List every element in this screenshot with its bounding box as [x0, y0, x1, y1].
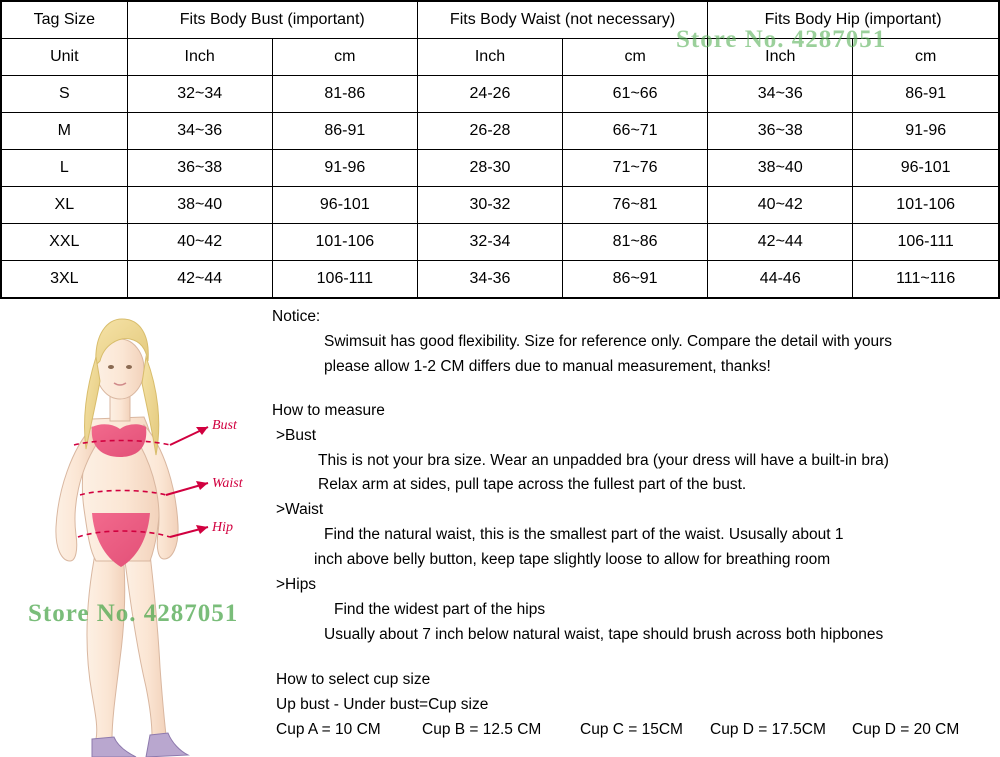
cell-waist-cm: 61~66 [563, 76, 708, 113]
shoe-right [146, 733, 188, 757]
bust-line-2: Relax arm at sides, pull tape across the fullest part of the bust. [318, 476, 747, 493]
cell-hip-inch: 40~42 [708, 187, 853, 224]
table-unit-row [1, 39, 999, 76]
cell-waist-inch: 34-36 [417, 261, 562, 299]
cell-waist-cm: 81~86 [563, 224, 708, 261]
cell-hip-cm: 106-111 [853, 224, 999, 261]
waist-line-1: Find the natural waist, this is the smallest part of the waist. Ususally about 1 [324, 526, 844, 543]
cell-waist-cm: 66~71 [563, 113, 708, 150]
cell-hip-inch: 34~36 [708, 76, 853, 113]
table-row [1, 224, 999, 261]
cell-hip-cm: 96-101 [853, 150, 999, 187]
cell-waist-inch: 28-30 [417, 150, 562, 187]
cell-size: L [1, 150, 127, 187]
waist-line-2: inch above belly button, keep tape slightly loose to allow for breathing room [314, 551, 831, 568]
table-row [1, 150, 999, 187]
hip-label: Hip [212, 520, 233, 535]
cell-hip-cm: 91-96 [853, 113, 999, 150]
cell-size: S [1, 76, 127, 113]
cell-hip-cm: 111~116 [853, 261, 999, 299]
leg-left [87, 549, 125, 739]
bust-heading: >Bust [276, 427, 317, 444]
waist-label: Waist [212, 476, 243, 491]
unit-cell-6: cm [853, 39, 999, 76]
cell-hip-cm: 101-106 [853, 187, 999, 224]
cup-a: Cup A = 10 CM [276, 721, 381, 738]
cell-waist-cm: 71~76 [563, 150, 708, 187]
cell-size: XXL [1, 224, 127, 261]
cell-waist-inch: 24-26 [417, 76, 562, 113]
cell-waist-inch: 26-28 [417, 113, 562, 150]
cell-bust-cm: 106-111 [272, 261, 417, 299]
cell-bust-inch: 40~42 [127, 224, 272, 261]
cell-hip-inch: 36~38 [708, 113, 853, 150]
unit-cell-2: cm [272, 39, 417, 76]
cell-bust-cm: 96-101 [272, 187, 417, 224]
bust-label: Bust [212, 418, 237, 433]
cell-size: 3XL [1, 261, 127, 299]
header-tag-size: Tag Size [1, 1, 127, 39]
bust-line-1: This is not your bra size. Wear an unpadded bra (your dress will have a built-in bra) [318, 452, 889, 469]
measurement-guide-section [0, 299, 1000, 757]
cup-size-formula: Up bust - Under bust=Cup size [276, 696, 489, 713]
cell-bust-inch: 38~40 [127, 187, 272, 224]
cell-size: XL [1, 187, 127, 224]
unit-cell-3: Inch [417, 39, 562, 76]
cell-waist-inch: 30-32 [417, 187, 562, 224]
cell-hip-cm: 86-91 [853, 76, 999, 113]
cell-bust-cm: 86-91 [272, 113, 417, 150]
cup-d2: Cup D = 20 CM [852, 721, 960, 738]
hips-line-1: Find the widest part of the hips [334, 601, 546, 618]
cell-waist-inch: 32-34 [417, 224, 562, 261]
cell-waist-cm: 86~91 [563, 261, 708, 299]
header-bust: Fits Body Bust (important) [127, 1, 417, 39]
unit-cell-4: cm [563, 39, 708, 76]
cell-bust-cm: 81-86 [272, 76, 417, 113]
cup-size-title: How to select cup size [276, 671, 431, 688]
cell-bust-inch: 36~38 [127, 150, 272, 187]
cell-bust-inch: 42~44 [127, 261, 272, 299]
woman-figure-svg [0, 299, 268, 757]
cell-hip-inch: 44-46 [708, 261, 853, 299]
cell-bust-inch: 34~36 [127, 113, 272, 150]
header-waist: Fits Body Waist (not necessary) [417, 1, 707, 39]
cell-bust-cm: 101-106 [272, 224, 417, 261]
unit-cell-5: Inch [708, 39, 853, 76]
table-row [1, 113, 999, 150]
header-hip: Fits Body Hip (important) [708, 1, 999, 39]
guide-text [272, 299, 1000, 757]
leg-right [124, 554, 166, 737]
cell-size: M [1, 113, 127, 150]
cell-waist-cm: 76~81 [563, 187, 708, 224]
how-to-measure-title: How to measure [272, 402, 385, 419]
cell-hip-inch: 42~44 [708, 224, 853, 261]
notice-line-2: please allow 1-2 CM differs due to manual measurement, thanks! [324, 358, 771, 375]
table-row [1, 187, 999, 224]
cell-bust-inch: 32~34 [127, 76, 272, 113]
cell-bust-cm: 91-96 [272, 150, 417, 187]
notice-title: Notice: [272, 308, 321, 325]
table-row [1, 76, 999, 113]
table-row [1, 261, 999, 299]
unit-cell-1: Inch [127, 39, 272, 76]
unit-cell-0: Unit [1, 39, 127, 76]
table-group-header-row [1, 1, 999, 39]
eye-left [108, 365, 114, 369]
watermark-top: Store No. 4287051 [676, 26, 887, 53]
cell-hip-inch: 38~40 [708, 150, 853, 187]
eye-right [126, 365, 132, 369]
waist-heading: >Waist [276, 501, 324, 518]
watermark-bottom: Store No. 4287051 [28, 600, 239, 627]
shoe-left [92, 737, 136, 757]
hips-line-2: Usually about 7 inch below natural waist, tape should brush across both hipbones [324, 626, 884, 643]
cup-c: Cup C = 15CM [580, 721, 683, 738]
size-chart-table [0, 0, 1000, 299]
cup-b: Cup B = 12.5 CM [422, 721, 542, 738]
hips-heading: >Hips [276, 576, 317, 593]
notice-line-1: Swimsuit has good flexibility. Size for reference only. Compare the detail with yours [324, 333, 893, 350]
cup-d1: Cup D = 17.5CM [710, 721, 826, 738]
body-figure-illustration [0, 299, 268, 757]
